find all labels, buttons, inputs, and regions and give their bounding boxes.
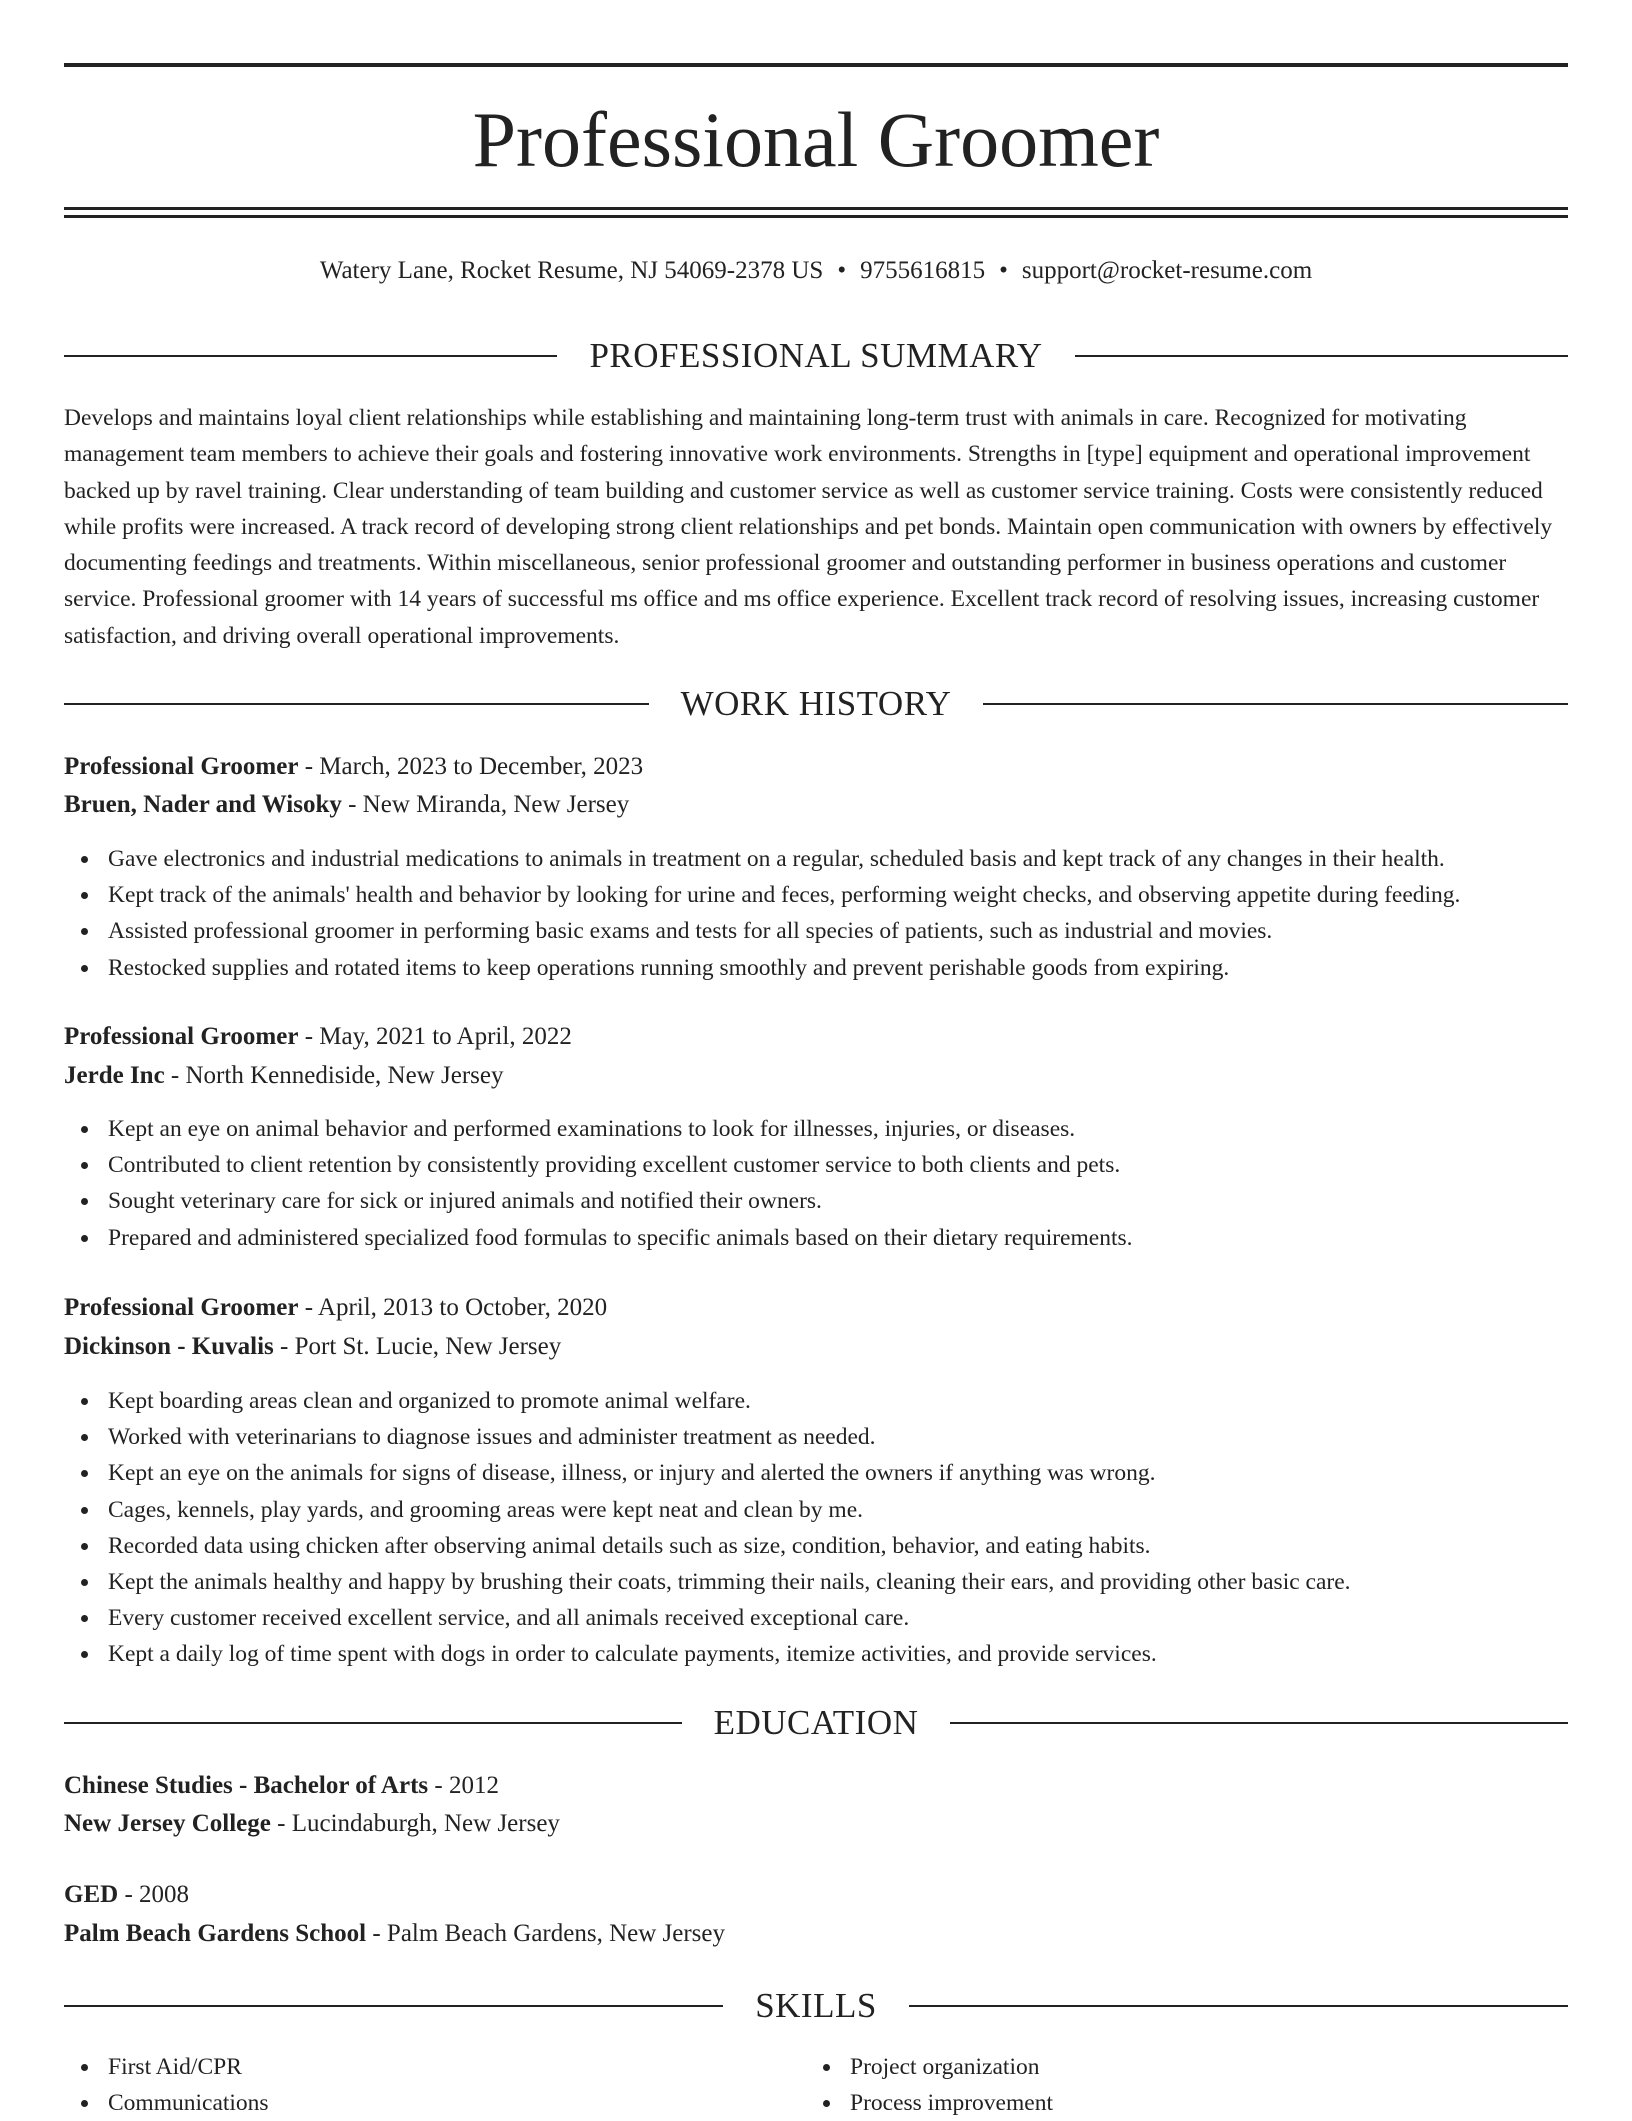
job-bullets: [64, 1383, 1568, 1673]
section-rule: [909, 2005, 1568, 2007]
job-company-line: [64, 787, 1568, 823]
section-heading-work-history: [64, 684, 1568, 724]
section-rule: [64, 1722, 682, 1724]
job-company-line: [64, 1058, 1568, 1094]
job-bullets: [64, 1111, 1568, 1256]
skills-list-right: [806, 2049, 1546, 2121]
job-company: Bruen, Nader and Wisoky: [64, 791, 342, 818]
header-top-rule: [64, 63, 1568, 67]
job-bullet: Kept an eye on the animals for signs of disease, illness, or injury and alerted the owners if anything was wrong.: [64, 1455, 1568, 1491]
contact-address: Watery Lane, Rocket Resume, NJ 54069-2378 US: [319, 257, 824, 284]
job-bullet: Prepared and administered specialized food formulas to specific animals based on their dietary requirements.: [64, 1220, 1568, 1256]
section-title: WORK HISTORY: [680, 684, 952, 723]
section-heading-skills: [64, 1986, 1568, 2026]
job-dates: - May, 2021 to April, 2022: [298, 1023, 572, 1050]
skills-list-left: [64, 2049, 804, 2121]
job-bullet: Kept an eye on animal behavior and performed examinations to look for illnesses, injuries, or diseases.: [64, 1111, 1568, 1147]
skill-item: Communications: [64, 2085, 804, 2121]
job-company: Jerde Inc: [64, 1062, 165, 1089]
job-bullets: [64, 841, 1568, 986]
contact-separator: •: [837, 257, 847, 284]
job-bullet: Recorded data using chicken after observing animal details such as size, condition, behavior, and eating habits.: [64, 1528, 1568, 1564]
section-rule: [64, 703, 649, 705]
contact-phone: 9755616815: [860, 257, 986, 284]
education-year: - 2012: [428, 1772, 499, 1799]
job-title-line: [64, 1019, 1568, 1055]
job-bullet: Kept boarding areas clean and organized to promote animal welfare.: [64, 1383, 1568, 1419]
summary-paragraph: Develops and maintains loyal client relationships while establishing and maintaining long-term trust with animals in care. Recognized for motivating management team members to achieve their goals and fostering innovative work environments. Strengths in [type] equipment and operational improvement backed up by ravel training. Clear understanding of team building and customer service as well as customer service training. Costs were consistently reduced while profits were increased. A track record of developing strong client relationships and pet bonds. Maintain open communication with owners by effectively documenting feedings and treatments. Within miscellaneous, senior professional groomer and outstanding performer in business operations and customer service. Professional groomer with 14 years of successful ms office and ms office experience. Excellent track record of resolving issues, increasing customer satisfaction, and driving overall operational improvements.: [64, 405, 1553, 649]
education-degree: GED: [64, 1881, 119, 1908]
section-heading-education: [64, 1703, 1568, 1743]
job-dates: - April, 2013 to October, 2020: [298, 1294, 608, 1321]
job-title-line: [64, 1290, 1568, 1326]
section-rule: [1075, 355, 1568, 357]
education-degree-line: [64, 1768, 1568, 1804]
section-rule: [983, 703, 1568, 705]
section-rule: [64, 2005, 723, 2007]
job-location: - New Miranda, New Jersey: [341, 791, 630, 818]
section-heading-summary: [64, 336, 1568, 376]
contact-email: support@rocket-resume.com: [1021, 257, 1313, 284]
job-bullet: Assisted professional groomer in performing basic exams and tests for all species of patients, such as industrial and movies.: [64, 913, 1568, 949]
contact-info: [64, 255, 1568, 287]
section-title: EDUCATION: [713, 1703, 919, 1742]
job-bullet: Kept the animals healthy and happy by brushing their coats, trimming their nails, cleaning their ears, and providing other basic care.: [64, 1564, 1568, 1600]
job-location: - Port St. Lucie, New Jersey: [273, 1333, 562, 1360]
contact-separator: •: [999, 257, 1008, 284]
section-rule: [64, 355, 557, 357]
job-dates: - March, 2023 to December, 2023: [298, 753, 644, 780]
job-bullet: Kept a daily log of time spent with dogs in order to calculate payments, itemize activities, and provide services.: [64, 1636, 1568, 1672]
education-school-line: [64, 1806, 1568, 1842]
skill-item: First Aid/CPR: [64, 2049, 804, 2085]
job-bullet: Sought veterinary care for sick or injured animals and notified their owners.: [64, 1183, 1568, 1219]
education-degree-line: [64, 1877, 1568, 1913]
skill-item: Project organization: [806, 2049, 1546, 2085]
job-bullet: Cages, kennels, play yards, and grooming areas were kept neat and clean by me.: [64, 1492, 1568, 1528]
job-bullet: Every customer received excellent service, and all animals received exceptional care.: [64, 1600, 1568, 1636]
education-school-line: [64, 1916, 1568, 1952]
job-location: - North Kennediside, New Jersey: [164, 1062, 504, 1089]
education-location: - Palm Beach Gardens, New Jersey: [366, 1920, 726, 1947]
education-school: New Jersey College: [64, 1810, 271, 1837]
skill-item: Process improvement: [806, 2085, 1546, 2121]
job-title: Professional Groomer: [64, 753, 299, 780]
education-degree: Chinese Studies - Bachelor of Arts: [64, 1772, 429, 1799]
header-double-rule-lower: [64, 215, 1568, 218]
education-year: - 2008: [118, 1881, 190, 1908]
header-double-rule-upper: [64, 207, 1568, 210]
education-school: Palm Beach Gardens School: [64, 1920, 367, 1947]
job-title: Professional Groomer: [64, 1294, 299, 1321]
job-company-line: [64, 1329, 1568, 1365]
section-rule: [950, 1722, 1568, 1724]
section-title: SKILLS: [755, 1986, 877, 2025]
section-title: PROFESSIONAL SUMMARY: [589, 336, 1043, 375]
candidate-name: Professional Groomer: [472, 96, 1160, 183]
job-bullet: Gave electronics and industrial medications to animals in treatment on a regular, scheduled basis and kept track of any changes in their health.: [64, 841, 1568, 877]
job-company: Dickinson - Kuvalis: [64, 1333, 274, 1360]
job-bullet: Worked with veterinarians to diagnose issues and administer treatment as needed.: [64, 1419, 1568, 1455]
job-bullet: Restocked supplies and rotated items to keep operations running smoothly and prevent perishable goods from expiring.: [64, 950, 1568, 986]
job-title: Professional Groomer: [64, 1023, 299, 1050]
education-location: - Lucindaburgh, New Jersey: [270, 1810, 560, 1837]
job-bullet: Kept track of the animals' health and behavior by looking for urine and feces, performing weight checks, and observing appetite during feeding.: [64, 877, 1568, 913]
job-title-line: [64, 749, 1568, 785]
job-bullet: Contributed to client retention by consistently providing excellent customer service to both clients and pets.: [64, 1147, 1568, 1183]
